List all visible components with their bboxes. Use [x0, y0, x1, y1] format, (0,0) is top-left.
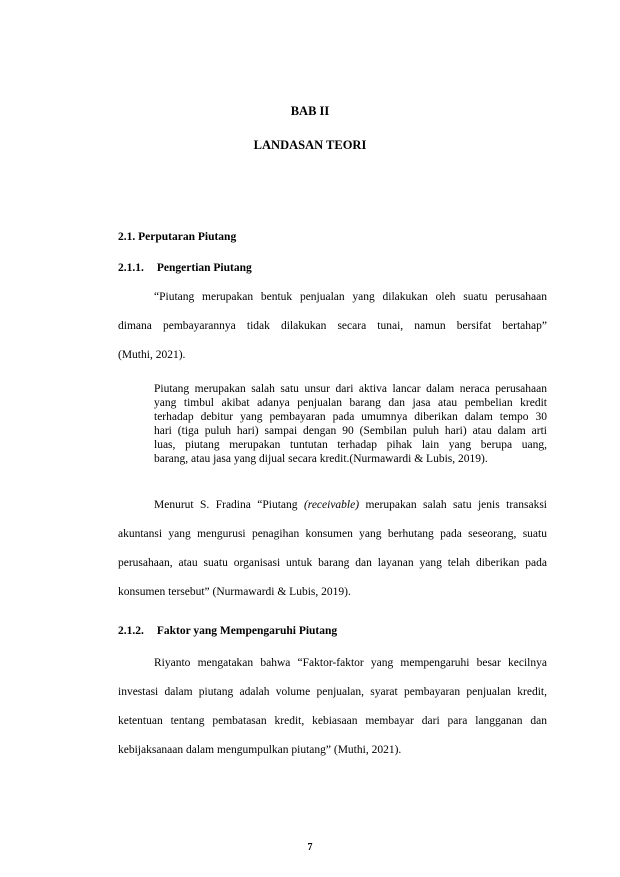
section-title: Perputaran Piutang [138, 231, 237, 243]
text-run: Menurut S. Fradina “Piutang [154, 499, 304, 511]
section-number: 2.1. [118, 231, 136, 243]
quote-line: barang, atau jasa yang dijual secara kredit.(Nurmawardi & Lubis, 2019). [154, 453, 488, 465]
section-heading-2-1 [118, 231, 236, 243]
quote-line: luas, piutang merupakan tuntutan terhadap pihak lain yang berupa uang, [154, 439, 547, 451]
paragraph-line: konsumen tersebut” (Nurmawardi & Lubis, 2019). [118, 586, 351, 598]
paragraph-riyanto [118, 655, 547, 758]
paragraph-line: Riyanto mengatakan bahwa “Faktor-faktor yang mempengaruhi besar kecilnya [154, 657, 547, 669]
quote-line: yang timbul akibat adanya penjualan barang dan jasa atau pembelian kredit [154, 397, 547, 409]
section-heading-2-1-2 [118, 625, 337, 637]
section-title: Pengertian Piutang [156, 262, 252, 274]
paragraph-line: dimana pembayarannya tidak dilakukan secara tunai, namun bersifat bertahap” [118, 320, 547, 332]
paragraph-line: kebijaksanaan dalam mengumpulkan piutang” (Muthi, 2021). [118, 744, 402, 756]
chapter-subtitle: LANDASAN TEORI [253, 138, 367, 152]
chapter-title: BAB II [290, 104, 330, 118]
quote-line: Piutang merupakan salah satu unsur dari aktiva lancar dalam neraca perusahaan [154, 383, 547, 395]
paragraph-line: perusahaan, atau suatu organisasi untuk barang dan layanan yang telah diberikan pada [118, 557, 547, 569]
text-run: merupakan salah satu jenis transaksi [359, 499, 548, 511]
paragraph-line: investasi dalam piutang adalah volume penjualan, syarat pembayaran penjualan kredit, [118, 686, 547, 698]
section-heading-2-1-1 [118, 262, 252, 274]
section-number: 2.1.1. [118, 262, 144, 274]
block-quote [154, 382, 547, 466]
section-number: 2.1.2. [118, 625, 144, 637]
paragraph-line [118, 497, 547, 513]
paragraph-line: (Muthi, 2021). [118, 349, 186, 361]
quote-line: terhadap debitur yang pembayaran pada umumnya diberikan dalam tempo 30 [154, 411, 547, 423]
page-number: 7 [307, 842, 313, 853]
paragraph-definition [118, 289, 547, 363]
paragraph-line: “Piutang merupakan bentuk penjualan yang dilakukan oleh suatu perusahaan [154, 291, 547, 303]
paragraph-line: ketentuan tentang pembatasan kredit, kebiasaan membayar dari para langganan dan [118, 715, 547, 727]
paragraph-line: akuntansi yang mengurusi penagihan konsumen yang berhutang pada seseorang, suatu [118, 528, 547, 540]
quote-line: hari (tiga puluh hari) sampai dengan 90 (Sembilan puluh hari) atau dalam arti [154, 425, 547, 437]
paragraph-fradina [118, 497, 547, 600]
section-title: Faktor yang Mempengaruhi Piutang [156, 625, 338, 637]
italic-term: (receivable) [303, 499, 360, 511]
